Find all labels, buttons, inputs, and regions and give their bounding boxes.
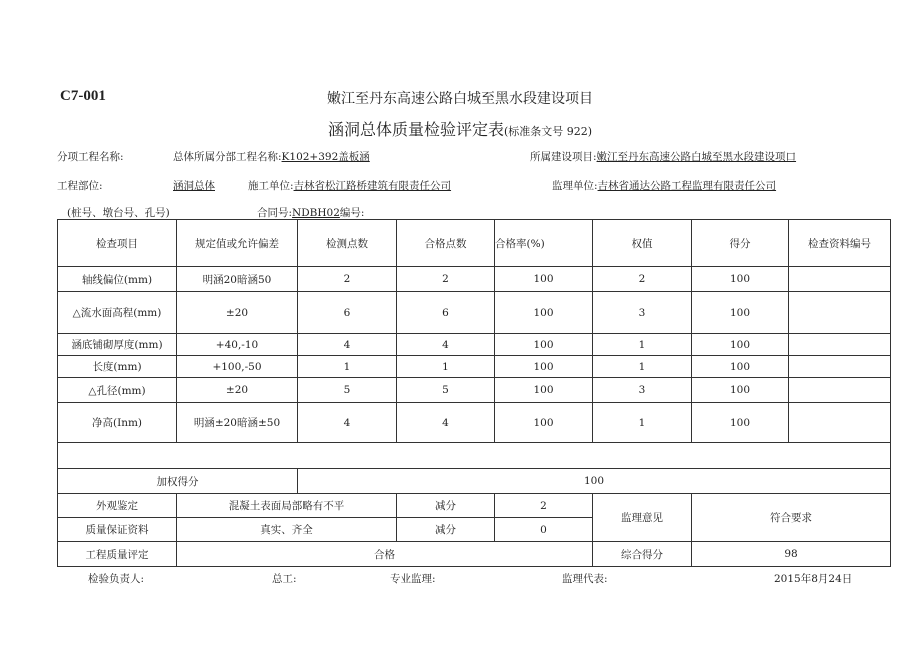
table-row [58, 403, 891, 443]
item-cell: △流水面高程(mm) [58, 292, 177, 334]
header-cell: 合格点数 [397, 220, 495, 267]
item-name-label: 分项工程名称: [57, 151, 124, 163]
part-value: 涵洞总体 [173, 180, 215, 192]
supervision-unit-label: 监理单位: [552, 180, 598, 192]
supervision-unit-value: 吉林省通达公路工程监理有限责任公司 [597, 180, 777, 192]
contract-value: NDBH02 [292, 207, 340, 219]
appearance-row [58, 494, 891, 518]
score-cell: 100 [692, 267, 789, 292]
header-cell: 检查资料编号 [789, 220, 891, 267]
inspector-label: 检验负责人: [88, 573, 145, 585]
passed-cell: 4 [397, 403, 495, 443]
evaluation-label: 工程质量评定 [58, 542, 177, 567]
weight-cell: 1 [593, 403, 692, 443]
quality-value: 真实、齐全 [177, 518, 397, 542]
opinion-label: 监理意见 [593, 494, 692, 542]
supervisor-rep-label: 监理代表: [562, 573, 608, 585]
construction-project-field [530, 149, 796, 164]
inspection-table [57, 219, 891, 567]
rate-cell: 100 [495, 267, 593, 292]
checked-cell: 5 [298, 378, 397, 403]
passed-cell: 4 [397, 334, 495, 356]
item-cell: 涵底铺砌厚度(mm) [58, 334, 177, 356]
score-cell: 100 [692, 403, 789, 443]
weight-cell: 1 [593, 334, 692, 356]
spec-cell: +100,-50 [177, 356, 298, 378]
spec-cell: 明涵±20暗涵±50 [177, 403, 298, 443]
table-row [58, 378, 891, 403]
passed-cell: 2 [397, 267, 495, 292]
date-text: 2015年8月24日 [774, 573, 853, 585]
checked-cell: 4 [298, 403, 397, 443]
passed-cell: 1 [397, 356, 495, 378]
appearance-value: 混凝土表面局部略有不平 [177, 494, 397, 518]
title-note: (标准条文号 922) [503, 125, 593, 138]
specialist-supervisor-label: 专业监理: [390, 573, 436, 585]
weighted-value: 100 [298, 469, 891, 494]
number-label: 编号: [339, 207, 365, 219]
construction-unit-field [248, 178, 451, 193]
sub-project-label: 总体所属分部工程名称: [173, 151, 282, 163]
score-cell: 100 [692, 292, 789, 334]
chief-engineer-label: 总工: [272, 573, 297, 585]
rate-cell: 100 [495, 334, 593, 356]
table-row [58, 334, 891, 356]
table-row [58, 267, 891, 292]
header-cell: 权值 [593, 220, 692, 267]
item-cell: 长度(mm) [58, 356, 177, 378]
deduct-label: 减分 [397, 518, 495, 542]
weight-cell: 2 [593, 267, 692, 292]
ref-cell [789, 403, 891, 443]
total-value: 98 [692, 542, 891, 567]
opinion-value: 符合要求 [692, 494, 891, 542]
quality-label: 质量保证资料 [58, 518, 177, 542]
construction-unit-value: 吉林省松江路桥建筑有限责任公司 [293, 180, 452, 192]
table-row [58, 356, 891, 378]
weighted-row [58, 469, 891, 494]
construction-project-label: 所属建设项目: [530, 151, 597, 163]
header-row [58, 220, 891, 267]
header-cell: 检测点数 [298, 220, 397, 267]
blank-cell [58, 443, 891, 469]
header-cell: 检查项目 [58, 220, 177, 267]
rate-cell: 100 [495, 356, 593, 378]
pile-label: (桩号、墩台号、孔号) [67, 207, 170, 219]
spec-cell: +40,-10 [177, 334, 298, 356]
quality-deduct: 0 [495, 518, 593, 542]
contract-field [257, 205, 364, 220]
form-code: C7-001 [60, 88, 106, 104]
weighted-label: 加权得分 [58, 469, 298, 494]
rate-cell: 100 [495, 403, 593, 443]
supervision-unit-field [552, 178, 776, 193]
part-label: 工程部位: [57, 180, 103, 192]
item-cell: 轴线偏位(mm) [58, 267, 177, 292]
ref-cell [789, 378, 891, 403]
sub-project-value: K102+392盖板涵 [281, 151, 370, 163]
ref-cell [789, 334, 891, 356]
weight-cell: 3 [593, 292, 692, 334]
construction-unit-label: 施工单位: [248, 180, 294, 192]
total-label: 综合得分 [593, 542, 692, 567]
project-name: 嫩江至丹东高速公路白城至黑水段建设项目 [327, 91, 593, 107]
checked-cell: 6 [298, 292, 397, 334]
spec-cell: 明涵20暗涵50 [177, 267, 298, 292]
checked-cell: 1 [298, 356, 397, 378]
item-cell: 净高(Inm) [58, 403, 177, 443]
spec-cell: ±20 [177, 378, 298, 403]
ref-cell [789, 356, 891, 378]
contract-label: 合同号: [257, 207, 293, 219]
blank-row [58, 443, 891, 469]
passed-cell: 5 [397, 378, 495, 403]
title-text: 涵洞总体质量检验评定表 [327, 120, 504, 139]
score-cell: 100 [692, 334, 789, 356]
rate-cell: 100 [495, 292, 593, 334]
appearance-label: 外观鉴定 [58, 494, 177, 518]
checked-cell: 4 [298, 334, 397, 356]
score-cell: 100 [692, 356, 789, 378]
appearance-deduct: 2 [495, 494, 593, 518]
weight-cell: 3 [593, 378, 692, 403]
ref-cell [789, 267, 891, 292]
passed-cell: 6 [397, 292, 495, 334]
ref-cell [789, 292, 891, 334]
rate-cell: 100 [495, 378, 593, 403]
score-cell: 100 [692, 378, 789, 403]
evaluation-value: 合格 [177, 542, 593, 567]
header-cell: 合格率(%) [495, 220, 593, 267]
header-cell: 规定值或允许偏差 [177, 220, 298, 267]
construction-project-value: 嫩江至丹东高速公路白城至黑水段建设项口 [596, 151, 797, 163]
checked-cell: 2 [298, 267, 397, 292]
evaluation-row [58, 542, 891, 567]
form-title [0, 117, 920, 140]
deduct-label: 减分 [397, 494, 495, 518]
header-cell: 得分 [692, 220, 789, 267]
weight-cell: 1 [593, 356, 692, 378]
table-row [58, 292, 891, 334]
item-cell: △孔径(mm) [58, 378, 177, 403]
spec-cell: ±20 [177, 292, 298, 334]
sub-project-field [173, 149, 370, 164]
